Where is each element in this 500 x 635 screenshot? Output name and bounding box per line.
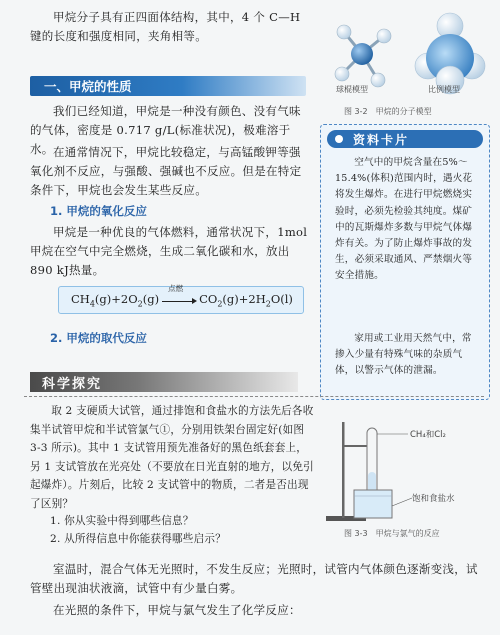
paragraph-observation: 室温时，混合气体无光照时，不发生反应；光照时，试管内气体颜色逐渐变浅，试管壁出现油状液滴，试管中有少量白雾。 bbox=[30, 562, 478, 595]
section-header bbox=[30, 76, 306, 96]
combustion-equation: $CH_4(g)+2O_2(g)$ 点燃 $CO_2(g)+2H_2O(l)$ bbox=[71, 284, 293, 309]
bullet-icon bbox=[335, 135, 343, 143]
paragraph-stability: 在通常情况下，甲烷比较稳定，与高锰酸钾等强氧化剂不反应，与强酸、强碱也不反应。但是在特定条件下，甲烷也会发生某些反应。 bbox=[30, 145, 302, 197]
explore-question-2: 2. 从所得信息中你能获得哪些启示？ bbox=[50, 533, 226, 545]
subheading-substitution: 2. 甲烷的取代反应 bbox=[50, 331, 147, 345]
apparatus-figure bbox=[320, 416, 490, 541]
ball-stick-model bbox=[335, 25, 391, 87]
label-space-filling: 比例模型 bbox=[428, 85, 460, 94]
explore-paragraph: 取 2 支硬质大试管，通过排饱和食盐水的方法先后各收集半试管甲烷和半试管氯气①，分别用铁架台固定好(如图 3-3 所示)。其中 1 支试管用预先准备好的黑色纸套套上，另 1 支试管放在光亮处（不要放在日光直射的地方，以免引起爆炸）。片刻后，比较 2 支试管中的物质，二者是否出现了区别？ bbox=[30, 405, 314, 510]
paragraph-properties: 我们已经知道，甲烷是一种没有颜色、没有气味的气体，密度是 0.717 g/L(标准状况)，极难溶于水。 bbox=[30, 104, 301, 156]
paragraph-conclusion: 在光照的条件下，甲烷与氯气发生了化学反应： bbox=[53, 603, 301, 617]
methane-model-figure bbox=[322, 8, 492, 120]
reaction-arrow bbox=[162, 284, 196, 307]
info-card-paragraph-explosion: 空气中的甲烷含量在5%～15.4%(体积)范围内时，遇火花将发生爆炸。在进行甲烷燃烧实验时，必须先检验其纯度。煤矿中的瓦斯爆炸多数与甲烷气体爆炸有关。为了防止爆炸事故的发生，必须采取通风、严禁烟火等安全措施。 bbox=[335, 157, 473, 282]
info-card bbox=[320, 124, 490, 400]
explore-header bbox=[30, 372, 298, 392]
intro-paragraph: 甲烷分子具有正四面体结构，其中，4 个 C—H 键的长度和强度相同，夹角相等。 bbox=[30, 10, 301, 43]
explore-title: 科学探究 bbox=[42, 377, 103, 392]
info-card-paragraph-gas: 家用或工业用天然气中，常掺入少量有特殊气味的杂质气体，以警示气体的泄漏。 bbox=[335, 333, 472, 377]
equation-box bbox=[58, 286, 304, 314]
apparatus-illustration bbox=[320, 416, 490, 528]
info-card-title: 资料卡片 bbox=[353, 133, 410, 147]
label-saturated-brine: 饱和食盐水 bbox=[412, 494, 455, 504]
section-title: 一、甲烷的性质 bbox=[44, 79, 132, 94]
label-ball-stick: 球棍模型 bbox=[336, 85, 368, 94]
explore-question-1: 1. 你从实验中得到哪些信息？ bbox=[50, 515, 194, 527]
space-filling-model bbox=[415, 13, 485, 94]
info-card-header bbox=[327, 130, 483, 148]
reaction-condition: 点燃 bbox=[168, 284, 184, 293]
beaker bbox=[354, 490, 392, 518]
subheading-oxidation: 1. 甲烷的氧化反应 bbox=[50, 204, 147, 218]
figure2-caption: 图 3-3 甲烷与氯气的反应 bbox=[344, 529, 440, 538]
label-gas-mixture: CH₄和Cl₂ bbox=[410, 430, 446, 440]
paragraph-combustion: 甲烷是一种优良的气体燃料，通常状况下，1mol甲烷在空气中完全燃烧，生成二氧化碳和水，放出890 kJ热量。 bbox=[30, 225, 308, 277]
figure1-caption: 图 3-2 甲烷的分子模型 bbox=[344, 107, 432, 116]
